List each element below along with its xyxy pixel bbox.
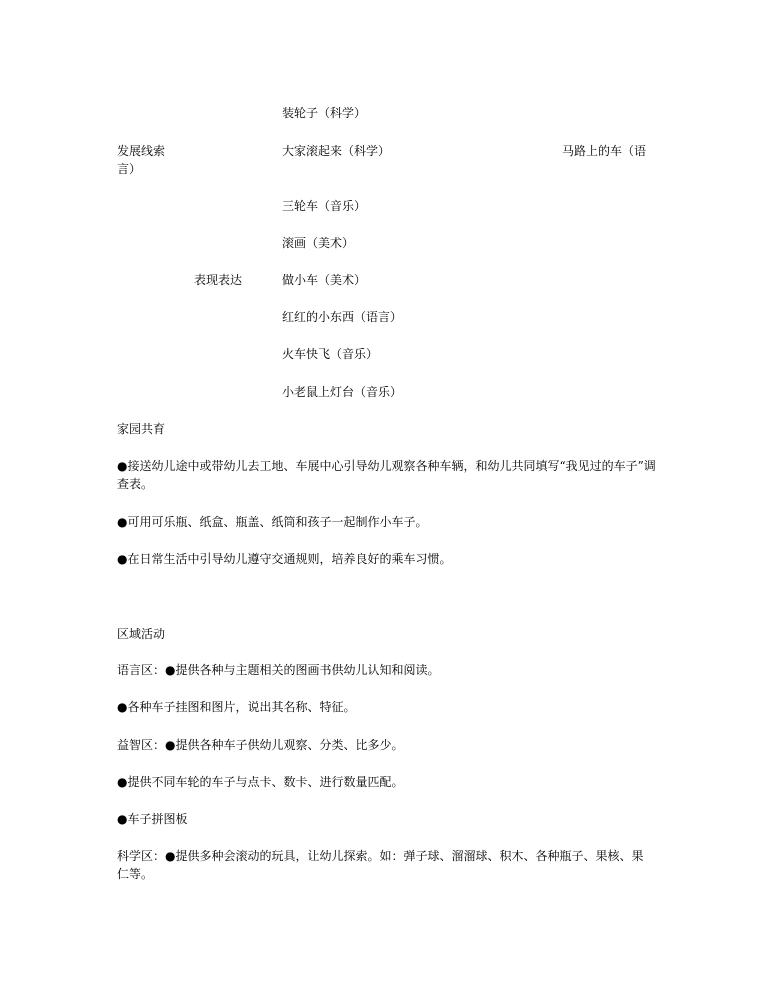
area-activity-line: ●车子拼图板	[117, 812, 188, 826]
area-activity-line: ●提供不同车轮的车子与点卡、数卡、进行数量匹配。	[117, 775, 404, 789]
activity-red-thing: 红红的小东西（语言）	[282, 310, 403, 324]
expression-label: 表现表达	[194, 273, 243, 287]
area-activity-line: ●各种车子挂图和图片，说出其名称、特征。	[117, 700, 356, 714]
activity-train: 火车快飞（音乐）	[282, 347, 379, 361]
home-school-item: ●可用可乐瓶、纸盒、瓶盖、纸筒和孩子一起制作小车子。	[117, 515, 428, 529]
activity-mouse: 小老鼠上灯台（音乐）	[282, 385, 403, 399]
activity-road-cars-continued: 言）	[117, 162, 142, 176]
activity-tricycle: 三轮车（音乐）	[282, 199, 367, 213]
home-school-heading: 家园共育	[117, 422, 166, 436]
activity-roll-painting: 滚画（美术）	[282, 236, 355, 250]
area-activity-line: 科学区：●提供多种会滚动的玩具，让幼儿探索。如：弹子球、溜溜球、积木、各种瓶子、果核、果仁等。	[117, 849, 644, 881]
activity-road-cars: 马路上的车（语	[562, 144, 647, 158]
area-activity-line: 语言区：●提供各种与主题相关的图画书供幼儿认知和阅读。	[117, 663, 440, 677]
home-school-item: ●接送幼儿途中或带幼儿去工地、车展中心引导幼儿观察各种车辆，和幼儿共同填写“我见过的车子”调查表。	[117, 459, 656, 491]
area-activities-heading: 区域活动	[117, 627, 166, 641]
area-activity-line: 益智区：●提供各种车子供幼儿观察、分类、比多少。	[117, 738, 404, 752]
development-clue-label: 发展线索	[117, 144, 166, 158]
activity-rolling: 大家滚起来（科学）	[282, 144, 391, 158]
activity-make-car: 做小车（美术）	[282, 273, 367, 287]
activity-wheels: 装轮子（科学）	[282, 106, 367, 120]
home-school-item: ●在日常生活中引导幼儿遵守交通规则，培养良好的乘车习惯。	[117, 552, 452, 566]
